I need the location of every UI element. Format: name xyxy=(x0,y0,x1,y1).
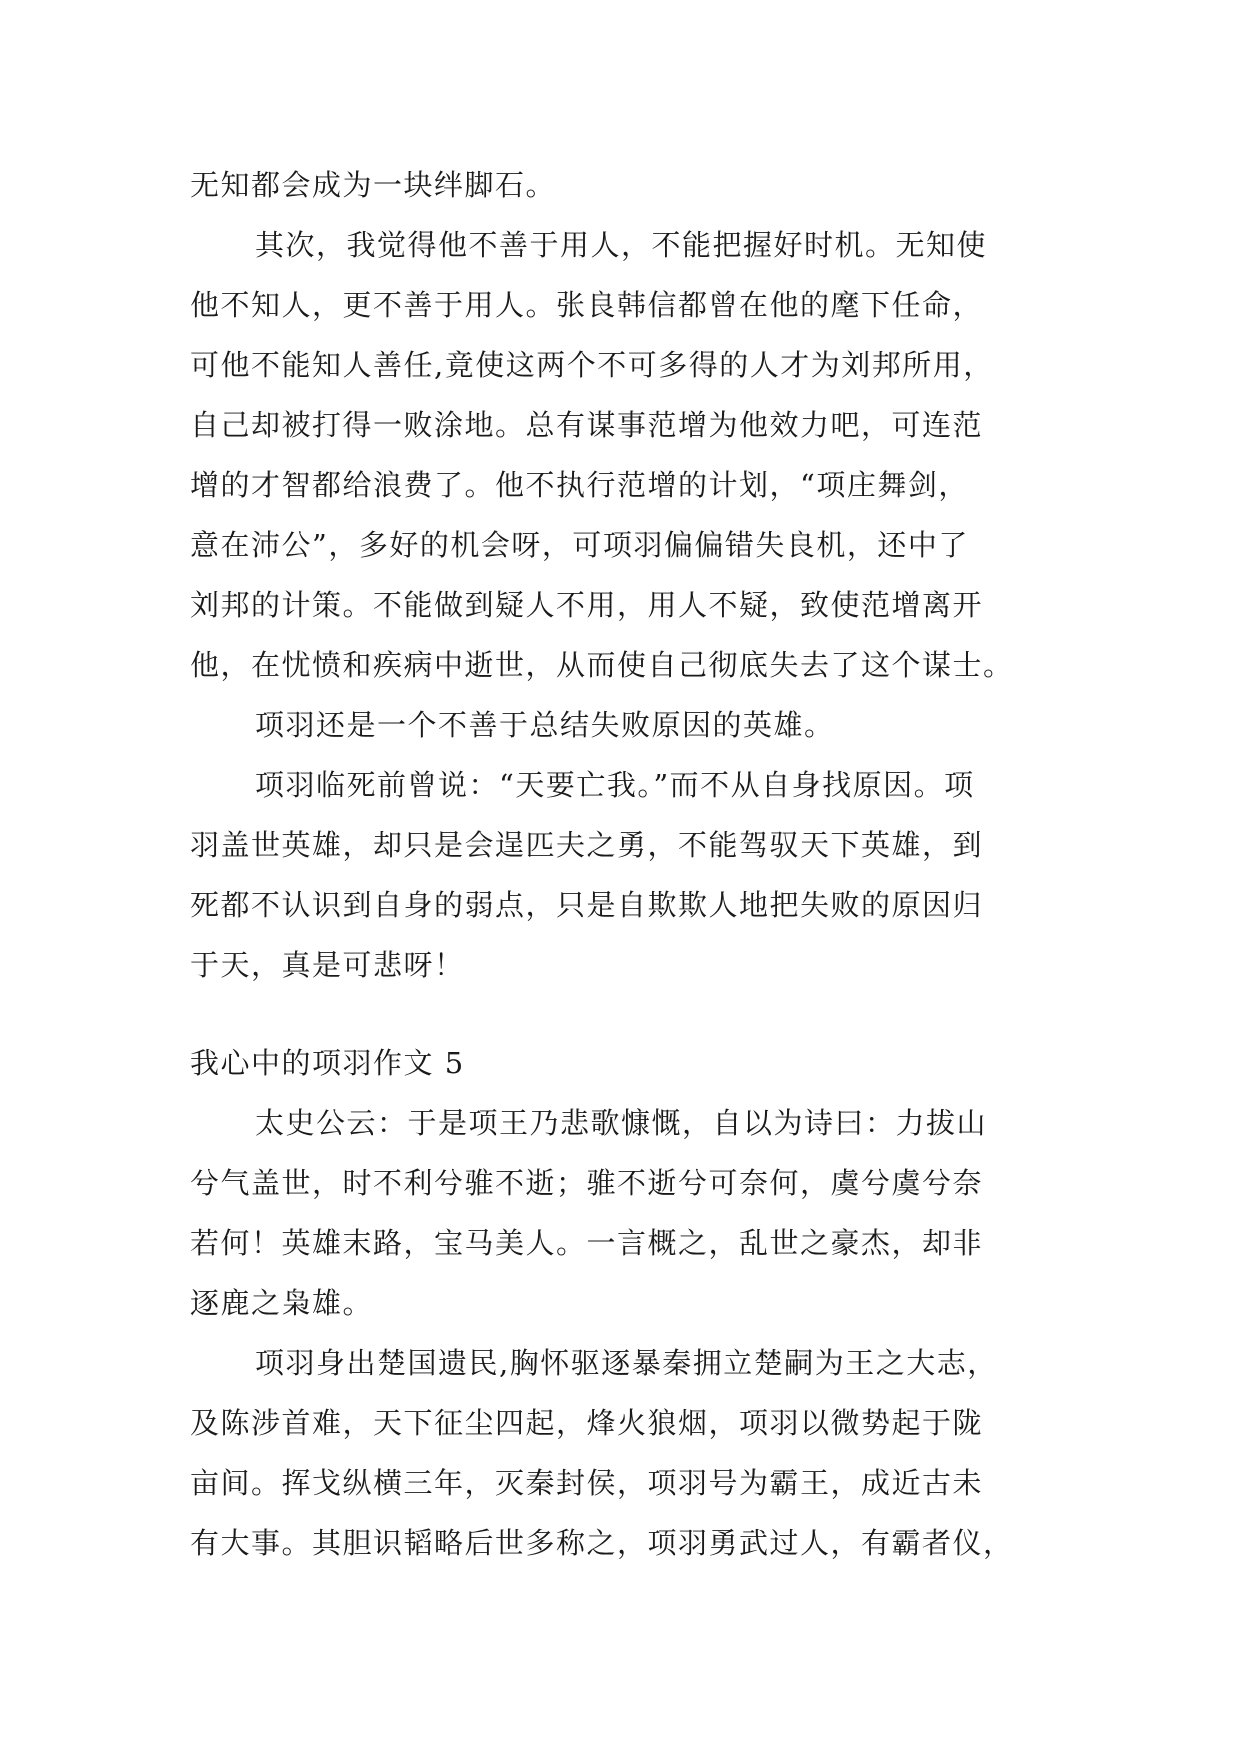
text-line: 无知都会成为一块绊脚石。 xyxy=(190,168,557,202)
text-line: 兮气盖世，时不利兮骓不逝；骓不逝兮可奈何，虞兮虞兮奈 xyxy=(190,1166,984,1200)
text-line: 及陈涉首难，天下征尘四起，烽火狼烟，项羽以微势起于陇 xyxy=(190,1406,984,1440)
text-line: 他不知人，更不善于用人。张良韩信都曾在他的麾下任命， xyxy=(190,288,984,322)
text-line: 项羽还是一个不善于总结失败原因的英雄。 xyxy=(255,708,835,742)
text-line: 他，在忧愤和疾病中逝世，从而使自己彻底失去了这个谋士。 xyxy=(190,648,1014,682)
text-line: 刘邦的计策。不能做到疑人不用，用人不疑，致使范增离开 xyxy=(190,588,984,622)
text-line: 增的才智都给浪费了。他不执行范增的计划，“项庄舞剑， xyxy=(190,468,969,502)
text-line: 自己却被打得一败涂地。总有谋事范增为他效力吧，可连范 xyxy=(190,408,984,442)
text-line: 死都不认识到自身的弱点，只是自欺欺人地把失败的原因归 xyxy=(190,888,984,922)
text-line: 于天，真是可悲呀！ xyxy=(190,948,465,982)
section-heading: 我心中的项羽作文 5 xyxy=(190,1046,465,1080)
text-line: 有大事。其胆识韬略后世多称之，项羽勇武过人，有霸者仪， xyxy=(190,1526,1014,1560)
text-line: 太史公云：于是项王乃悲歌慷慨，自以为诗曰：力拔山 xyxy=(255,1106,988,1140)
text-line: 项羽身出楚国遗民,胸怀驱逐暴秦拥立楚嗣为王之大志， xyxy=(255,1346,998,1380)
text-line: 若何！英雄末路，宝马美人。一言概之，乱世之豪杰，却非 xyxy=(190,1226,984,1260)
text-line: 项羽临死前曾说：“天要亡我。”而不从自身找原因。项 xyxy=(255,768,975,802)
text-line: 其次，我觉得他不善于用人，不能把握好时机。无知使 xyxy=(255,228,988,262)
text-line: 意在沛公”，多好的机会呀，可项羽偏偏错失良机，还中了 xyxy=(190,528,969,562)
text-line: 可他不能知人善任,竟使这两个不可多得的人才为刘邦所用， xyxy=(190,348,994,382)
text-line: 亩间。挥戈纵横三年，灭秦封侯，项羽号为霸王，成近古未 xyxy=(190,1466,984,1500)
text-line: 逐鹿之枭雄。 xyxy=(190,1286,374,1320)
text-line: 羽盖世英雄，却只是会逞匹夫之勇，不能驾驭天下英雄，到 xyxy=(190,828,984,862)
